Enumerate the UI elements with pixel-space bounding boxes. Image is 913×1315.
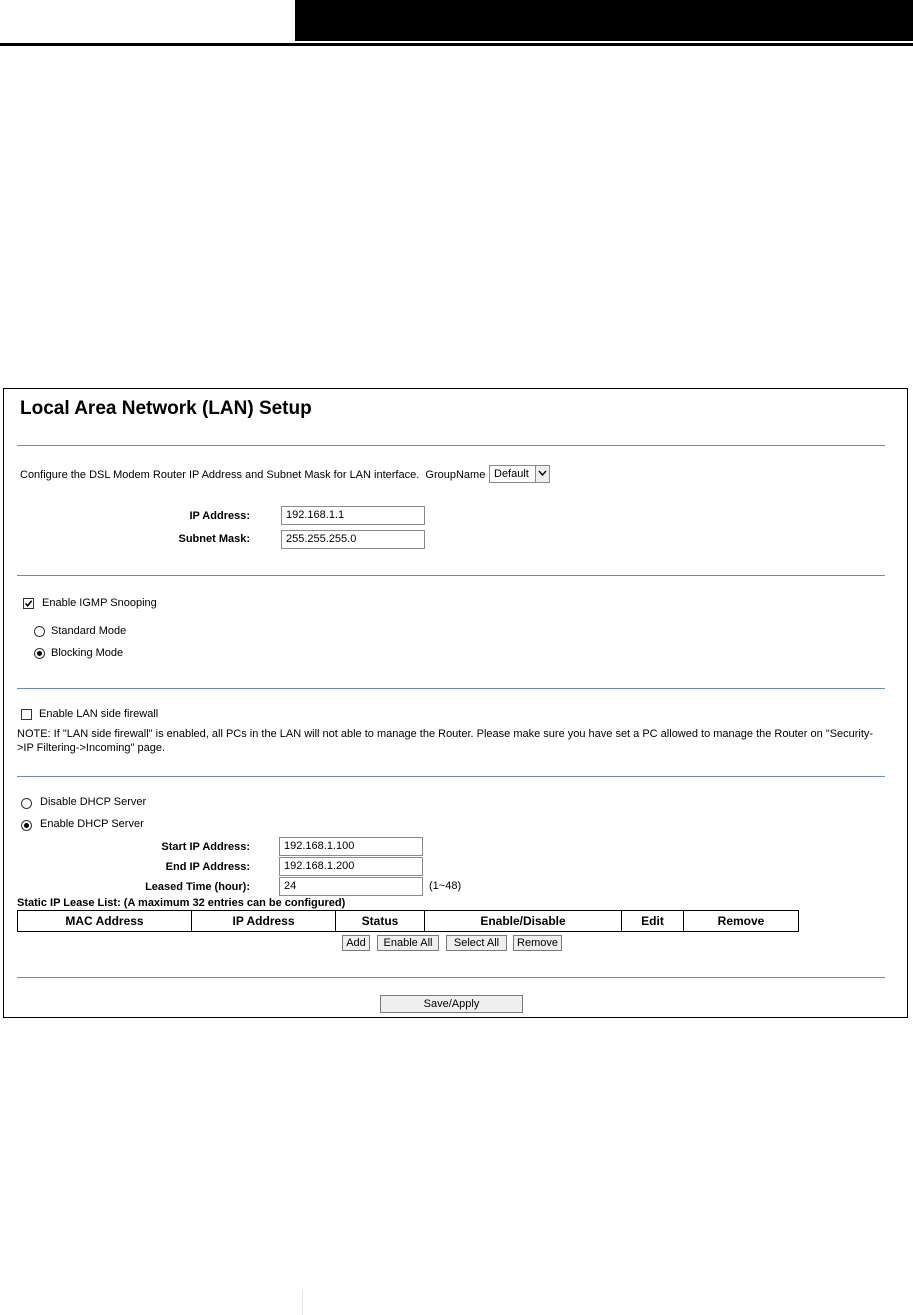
igmp-snooping-checkbox[interactable] (23, 598, 34, 609)
divider (17, 445, 885, 446)
divider (17, 776, 885, 777)
static-lease-caption: Static IP Lease List: (A maximum 32 entries can be configured) (17, 897, 346, 909)
ip-address-input[interactable]: 192.168.1.1 (281, 506, 425, 525)
igmp-snooping-label: Enable IGMP Snooping (42, 597, 157, 609)
checkmark-icon (24, 599, 33, 608)
save-apply-button[interactable]: Save/Apply (380, 995, 523, 1013)
column-remove: Remove (684, 911, 799, 932)
enable-dhcp-radio[interactable] (21, 820, 32, 831)
standard-mode-radio[interactable] (34, 626, 45, 637)
leased-time-label: Leased Time (hour): (145, 881, 250, 893)
end-ip-label: End IP Address: (165, 861, 250, 873)
firewall-note-line2: >IP Filtering->Incoming" page. (17, 742, 166, 754)
group-name-select[interactable] (489, 465, 550, 483)
enable-dhcp-label: Enable DHCP Server (40, 818, 144, 830)
disable-dhcp-radio[interactable] (21, 798, 32, 809)
static-lease-table (17, 910, 799, 932)
leased-time-range: (1~48) (429, 880, 462, 892)
column-ip-address: IP Address (192, 911, 336, 932)
group-name-label: GroupName (425, 469, 486, 481)
page-mark (302, 1290, 303, 1315)
start-ip-label: Start IP Address: (161, 841, 250, 853)
lan-firewall-checkbox[interactable] (21, 709, 32, 720)
add-button[interactable]: Add (342, 935, 370, 951)
group-name-value: Default (494, 468, 529, 480)
chevron-down-icon (535, 466, 549, 482)
divider (17, 977, 885, 978)
disable-dhcp-label: Disable DHCP Server (40, 796, 147, 808)
subnet-mask-label: Subnet Mask: (178, 533, 250, 545)
column-edit: Edit (622, 911, 684, 932)
enable-all-button[interactable]: Enable All (377, 935, 439, 951)
table-header-row (18, 911, 799, 932)
divider (17, 575, 885, 576)
column-mac-address: MAC Address (18, 911, 192, 932)
standard-mode-label: Standard Mode (51, 625, 127, 637)
divider (17, 688, 885, 689)
leased-time-input[interactable]: 24 (279, 877, 423, 896)
intro-text: Configure the DSL Modem Router IP Address and Subnet Mask for LAN interface. GroupName (20, 469, 486, 481)
blocking-mode-label: Blocking Mode (51, 647, 124, 659)
header-bar (295, 0, 913, 41)
firewall-note-line1: NOTE: If "LAN side firewall" is enabled, all PCs in the LAN will not able to manage the Router. Please make sure you have set a PC allowed to manage the Router on "Security- (17, 728, 874, 740)
ip-address-label: IP Address: (189, 510, 250, 522)
header-rule (0, 43, 913, 46)
end-ip-input[interactable]: 192.168.1.200 (279, 857, 423, 876)
column-status: Status (336, 911, 425, 932)
page-title: Local Area Network (LAN) Setup (20, 398, 312, 419)
blocking-mode-radio[interactable] (34, 648, 45, 659)
lan-firewall-label: Enable LAN side firewall (39, 708, 159, 720)
start-ip-input[interactable]: 192.168.1.100 (279, 837, 423, 856)
lan-setup-panel (3, 388, 908, 1018)
select-all-button[interactable]: Select All (446, 935, 507, 951)
subnet-mask-input[interactable]: 255.255.255.0 (281, 530, 425, 549)
remove-button[interactable]: Remove (513, 935, 562, 951)
column-enable-disable: Enable/Disable (425, 911, 622, 932)
